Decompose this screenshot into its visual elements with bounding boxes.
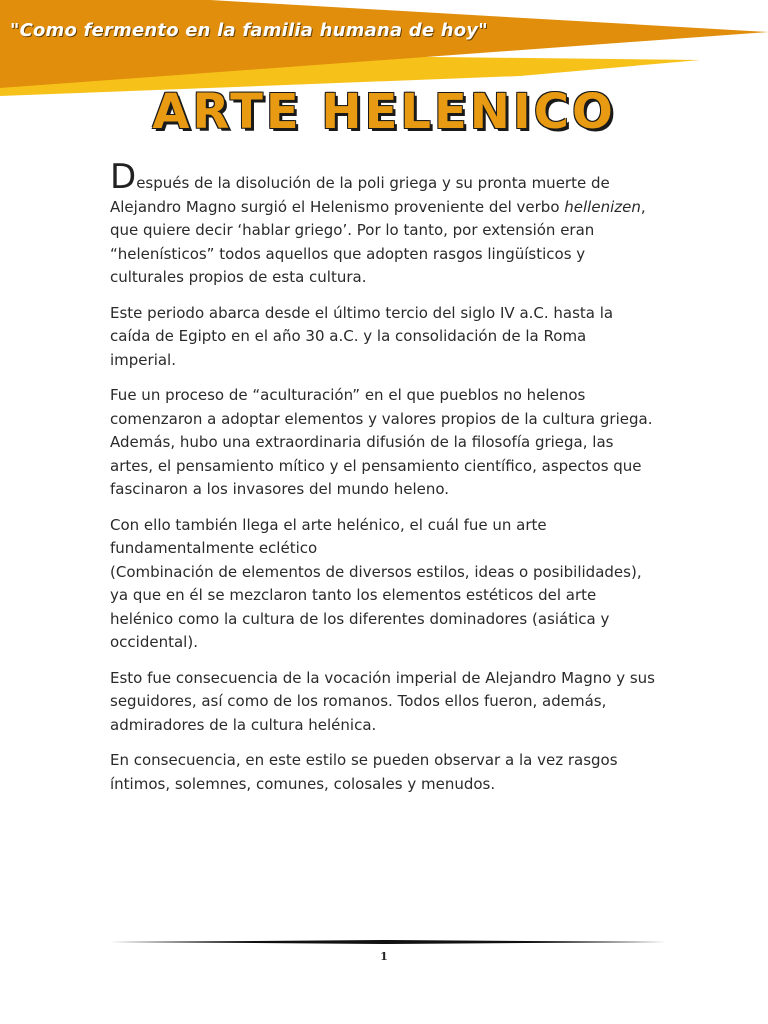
paragraph-1-text-b: , que quiere decir ‘hablar griego’. Por lo tanto, por extensión eran “helenísticos” todos aquellos que adopten rasgos lingüísticos y culturales propios de esta cultura.	[110, 197, 646, 286]
paragraph-5: Esto fue consecuencia de la vocación imperial de Alejandro Magno y sus seguidores, así como de los romanos. Todos ellos fueron, además, admiradores de la cultura helénica.	[110, 668, 655, 734]
drop-cap: D	[110, 157, 137, 197]
paragraph-2: Este periodo abarca desde el último tercio del siglo IV a.C. hasta la caída de Egipto en el año 30 a.C. y la consolidación de la Roma imperial.	[110, 303, 614, 369]
footer-rule	[110, 940, 666, 944]
paragraph-1-line-1: espués de la disolución de la poli griega y su pronta muerte de	[136, 174, 610, 192]
emphasized-word: hellenizen	[564, 197, 641, 216]
paragraph-1	[110, 157, 655, 290]
document-body	[110, 157, 655, 808]
paragraph-6: En consecuencia, en este estilo se pueden observar a la vez rasgos íntimos, solemnes, comunes, colosales y menudos.	[110, 751, 618, 793]
paragraph-4-intro: Con ello también llega el arte helénico, el cuál fue un arte fundamentalmente eclético	[110, 515, 547, 557]
paragraph-3: Fue un proceso de “aculturación” en el que pueblos no helenos comenzaron a adoptar elementos y valores propios de la cultura griega. Además, hubo una extraordinaria difusión de la filosofía griega, las artes, el pensamiento mítico y el pensamiento científico, aspectos que fascinaron a los invasores del mundo heleno.	[110, 386, 653, 498]
page-number: 1	[380, 950, 388, 963]
paragraph-1-text-a: Alejandro Magno surgió el Helenismo proveniente del verbo	[110, 197, 565, 216]
banner-text: "Como fermento en la familia humana de hoy"	[10, 20, 488, 41]
page-title: ARTE HELENICO	[152, 84, 616, 140]
paragraph-4: (Combinación de elementos de diversos estilos, ideas o posibilidades), ya que en él se mezclaron tanto los elementos estéticos del arte helénico como la cultura de los diferentes dominadores (asiática y occidental).	[110, 562, 642, 651]
